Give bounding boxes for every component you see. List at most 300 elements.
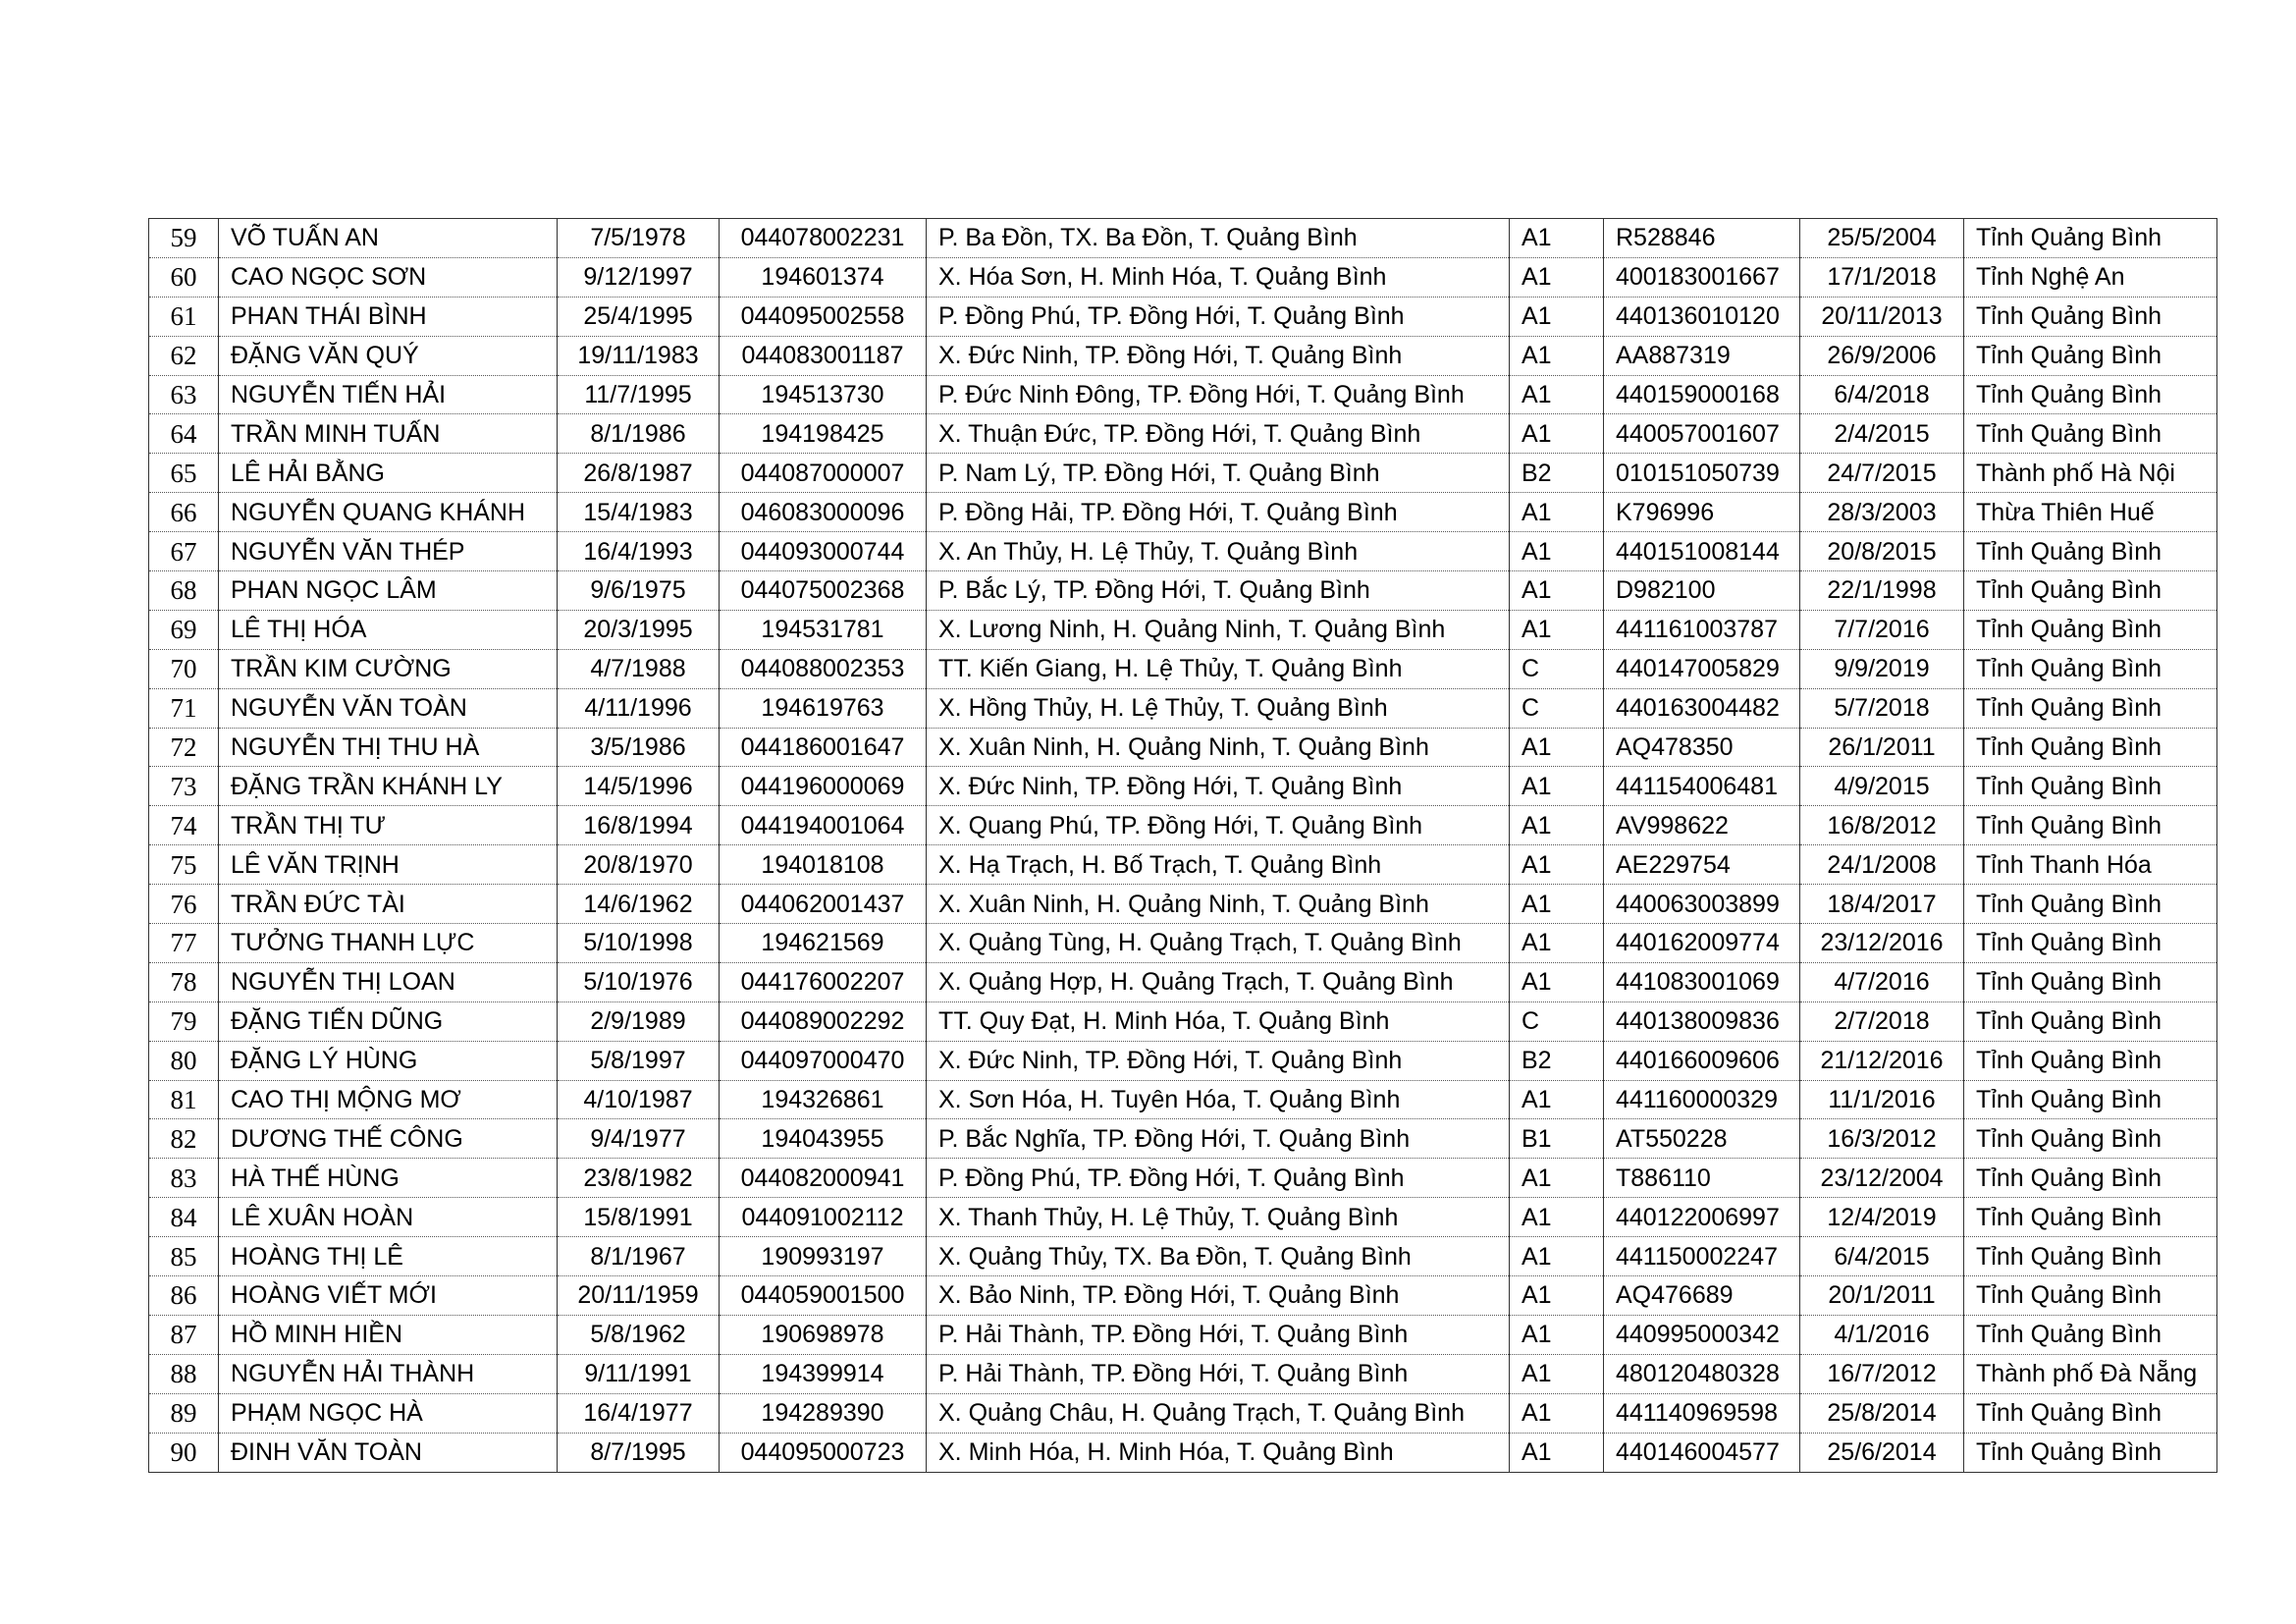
issue-place-cell: Tỉnh Quảng Bình: [1964, 375, 2217, 414]
address-cell: X. Quảng Thủy, TX. Ba Đồn, T. Quảng Bình: [927, 1237, 1510, 1276]
row-number-cell: 66: [149, 493, 219, 532]
license-class-cell: A1: [1510, 414, 1604, 454]
issue-date-cell: 11/1/2016: [1800, 1080, 1964, 1119]
license-number-cell: AA887319: [1604, 336, 1800, 375]
address-cell: X. Hạ Trạch, H. Bố Trạch, T. Quảng Bình: [927, 845, 1510, 885]
issue-date-cell: 18/4/2017: [1800, 885, 1964, 924]
full-name-cell: PHAN NGỌC LÂM: [219, 571, 558, 611]
date-of-birth-cell: 8/7/1995: [558, 1433, 720, 1472]
license-class-cell: A1: [1510, 610, 1604, 649]
address-cell: X. Thuận Đức, TP. Đồng Hới, T. Quảng Bình: [927, 414, 1510, 454]
issue-date-cell: 28/3/2003: [1800, 493, 1964, 532]
issue-place-cell: Tỉnh Quảng Bình: [1964, 571, 2217, 611]
date-of-birth-cell: 8/1/1967: [558, 1237, 720, 1276]
table-row: [149, 1041, 2217, 1080]
issue-place-cell: Tỉnh Quảng Bình: [1964, 688, 2217, 728]
full-name-cell: LÊ XUÂN HOÀN: [219, 1198, 558, 1237]
full-name-cell: NGUYỄN TIẾN HẢI: [219, 375, 558, 414]
license-number-cell: 010151050739: [1604, 454, 1800, 493]
row-number-cell: 60: [149, 257, 219, 297]
full-name-cell: NGUYỄN VĂN THÉP: [219, 532, 558, 571]
issue-date-cell: 22/1/1998: [1800, 571, 1964, 611]
date-of-birth-cell: 5/10/1998: [558, 924, 720, 963]
row-number-cell: 76: [149, 885, 219, 924]
row-number-cell: 86: [149, 1276, 219, 1316]
license-number-cell: 440163004482: [1604, 688, 1800, 728]
row-number-cell: 89: [149, 1393, 219, 1433]
full-name-cell: ĐẶNG TRẦN KHÁNH LY: [219, 767, 558, 806]
id-number-cell: 194198425: [720, 414, 927, 454]
table-row: [149, 375, 2217, 414]
license-number-cell: 440136010120: [1604, 297, 1800, 336]
row-number-cell: 90: [149, 1433, 219, 1472]
row-number-cell: 71: [149, 688, 219, 728]
id-number-cell: 044097000470: [720, 1041, 927, 1080]
date-of-birth-cell: 20/3/1995: [558, 610, 720, 649]
date-of-birth-cell: 16/4/1977: [558, 1393, 720, 1433]
table-row: [149, 219, 2217, 258]
issue-place-cell: Thành phố Hà Nội: [1964, 454, 2217, 493]
table-row: [149, 1159, 2217, 1198]
issue-place-cell: Tỉnh Quảng Bình: [1964, 1001, 2217, 1041]
issue-date-cell: 16/8/2012: [1800, 806, 1964, 845]
license-number-cell: 400183001667: [1604, 257, 1800, 297]
issue-date-cell: 20/8/2015: [1800, 532, 1964, 571]
full-name-cell: TRẦN THỊ TƯ: [219, 806, 558, 845]
id-number-cell: 044062001437: [720, 885, 927, 924]
issue-place-cell: Tỉnh Quảng Bình: [1964, 767, 2217, 806]
full-name-cell: HOÀNG THỊ LÊ: [219, 1237, 558, 1276]
id-number-cell: 044082000941: [720, 1159, 927, 1198]
address-cell: P. Bắc Nghĩa, TP. Đồng Hới, T. Quảng Bình: [927, 1119, 1510, 1159]
row-number-cell: 82: [149, 1119, 219, 1159]
table-row: [149, 610, 2217, 649]
issue-date-cell: 24/7/2015: [1800, 454, 1964, 493]
license-number-cell: 480120480328: [1604, 1354, 1800, 1393]
id-number-cell: 044186001647: [720, 728, 927, 767]
id-number-cell: 194399914: [720, 1354, 927, 1393]
issue-place-cell: Thành phố Đà Nẵng: [1964, 1354, 2217, 1393]
issue-date-cell: 16/3/2012: [1800, 1119, 1964, 1159]
id-number-cell: 046083000096: [720, 493, 927, 532]
full-name-cell: ĐẶNG VĂN QUÝ: [219, 336, 558, 375]
full-name-cell: LÊ HẢI BẰNG: [219, 454, 558, 493]
table-row: [149, 257, 2217, 297]
table-row: [149, 1433, 2217, 1472]
issue-place-cell: Thừa Thiên Huế: [1964, 493, 2217, 532]
issue-place-cell: Tỉnh Quảng Bình: [1964, 1080, 2217, 1119]
license-number-cell: 441083001069: [1604, 962, 1800, 1001]
row-number-cell: 68: [149, 571, 219, 611]
table-row: [149, 532, 2217, 571]
full-name-cell: ĐẶNG TIẾN DŨNG: [219, 1001, 558, 1041]
license-class-cell: A1: [1510, 728, 1604, 767]
id-number-cell: 194018108: [720, 845, 927, 885]
address-cell: X. Thanh Thủy, H. Lệ Thủy, T. Quảng Bình: [927, 1198, 1510, 1237]
date-of-birth-cell: 9/6/1975: [558, 571, 720, 611]
row-number-cell: 70: [149, 649, 219, 688]
table-row: [149, 336, 2217, 375]
issue-date-cell: 24/1/2008: [1800, 845, 1964, 885]
date-of-birth-cell: 5/8/1962: [558, 1315, 720, 1354]
license-number-cell: 440166009606: [1604, 1041, 1800, 1080]
row-number-cell: 85: [149, 1237, 219, 1276]
full-name-cell: TRẦN KIM CƯỜNG: [219, 649, 558, 688]
license-number-cell: 440159000168: [1604, 375, 1800, 414]
license-class-cell: A1: [1510, 375, 1604, 414]
license-number-cell: 440147005829: [1604, 649, 1800, 688]
date-of-birth-cell: 9/12/1997: [558, 257, 720, 297]
address-cell: P. Đức Ninh Đông, TP. Đồng Hới, T. Quảng Bình: [927, 375, 1510, 414]
issue-place-cell: Tỉnh Quảng Bình: [1964, 924, 2217, 963]
address-cell: X. Quảng Châu, H. Quảng Trạch, T. Quảng Bình: [927, 1393, 1510, 1433]
date-of-birth-cell: 4/11/1996: [558, 688, 720, 728]
license-class-cell: A1: [1510, 532, 1604, 571]
address-cell: P. Bắc Lý, TP. Đồng Hới, T. Quảng Bình: [927, 571, 1510, 611]
issue-date-cell: 23/12/2004: [1800, 1159, 1964, 1198]
license-number-cell: AE229754: [1604, 845, 1800, 885]
table-row: [149, 454, 2217, 493]
issue-date-cell: 2/4/2015: [1800, 414, 1964, 454]
issue-date-cell: 20/1/2011: [1800, 1276, 1964, 1316]
issue-place-cell: Tỉnh Quảng Bình: [1964, 297, 2217, 336]
row-number-cell: 80: [149, 1041, 219, 1080]
license-number-cell: 440162009774: [1604, 924, 1800, 963]
row-number-cell: 83: [149, 1159, 219, 1198]
license-class-cell: A1: [1510, 1433, 1604, 1472]
row-number-cell: 73: [149, 767, 219, 806]
full-name-cell: HOÀNG VIẾT MỚI: [219, 1276, 558, 1316]
address-cell: X. Hóa Sơn, H. Minh Hóa, T. Quảng Bình: [927, 257, 1510, 297]
issue-place-cell: Tỉnh Quảng Bình: [1964, 1276, 2217, 1316]
address-cell: X. An Thủy, H. Lệ Thủy, T. Quảng Bình: [927, 532, 1510, 571]
address-cell: TT. Quy Đạt, H. Minh Hóa, T. Quảng Bình: [927, 1001, 1510, 1041]
table-row: [149, 414, 2217, 454]
license-class-cell: B2: [1510, 1041, 1604, 1080]
date-of-birth-cell: 20/11/1959: [558, 1276, 720, 1316]
address-cell: P. Đồng Phú, TP. Đồng Hới, T. Quảng Bình: [927, 1159, 1510, 1198]
license-class-cell: A1: [1510, 962, 1604, 1001]
address-cell: X. Bảo Ninh, TP. Đồng Hới, T. Quảng Bình: [927, 1276, 1510, 1316]
row-number-cell: 88: [149, 1354, 219, 1393]
table-row: [149, 1119, 2217, 1159]
license-class-cell: A1: [1510, 845, 1604, 885]
issue-place-cell: Tỉnh Nghệ An: [1964, 257, 2217, 297]
date-of-birth-cell: 11/7/1995: [558, 375, 720, 414]
address-cell: P. Đồng Hải, TP. Đồng Hới, T. Quảng Bình: [927, 493, 1510, 532]
issue-date-cell: 6/4/2015: [1800, 1237, 1964, 1276]
full-name-cell: PHẠM NGỌC HÀ: [219, 1393, 558, 1433]
license-number-cell: AQ478350: [1604, 728, 1800, 767]
issue-date-cell: 4/1/2016: [1800, 1315, 1964, 1354]
issue-date-cell: 25/6/2014: [1800, 1433, 1964, 1472]
license-class-cell: A1: [1510, 885, 1604, 924]
table-row: [149, 1315, 2217, 1354]
table-row: [149, 493, 2217, 532]
issue-place-cell: Tỉnh Quảng Bình: [1964, 962, 2217, 1001]
license-number-cell: 440146004577: [1604, 1433, 1800, 1472]
address-cell: X. Hồng Thủy, H. Lệ Thủy, T. Quảng Bình: [927, 688, 1510, 728]
license-number-cell: 440122006997: [1604, 1198, 1800, 1237]
id-number-cell: 194513730: [720, 375, 927, 414]
id-number-cell: 194601374: [720, 257, 927, 297]
address-cell: X. Đức Ninh, TP. Đồng Hới, T. Quảng Bình: [927, 767, 1510, 806]
row-number-cell: 77: [149, 924, 219, 963]
table-row: [149, 806, 2217, 845]
date-of-birth-cell: 14/5/1996: [558, 767, 720, 806]
full-name-cell: ĐINH VĂN TOÀN: [219, 1433, 558, 1472]
license-class-cell: B2: [1510, 454, 1604, 493]
license-number-cell: 441161003787: [1604, 610, 1800, 649]
table-row: [149, 649, 2217, 688]
row-number-cell: 62: [149, 336, 219, 375]
address-cell: X. Lương Ninh, H. Quảng Ninh, T. Quảng Bình: [927, 610, 1510, 649]
license-class-cell: A1: [1510, 924, 1604, 963]
id-number-cell: 044194001064: [720, 806, 927, 845]
license-class-cell: A1: [1510, 1198, 1604, 1237]
address-cell: P. Nam Lý, TP. Đồng Hới, T. Quảng Bình: [927, 454, 1510, 493]
id-number-cell: 194621569: [720, 924, 927, 963]
license-number-cell: 440151008144: [1604, 532, 1800, 571]
id-number-cell: 190698978: [720, 1315, 927, 1354]
date-of-birth-cell: 25/4/1995: [558, 297, 720, 336]
id-number-cell: 044176002207: [720, 962, 927, 1001]
full-name-cell: LÊ THỊ HÓA: [219, 610, 558, 649]
license-class-cell: A1: [1510, 1159, 1604, 1198]
issue-date-cell: 2/7/2018: [1800, 1001, 1964, 1041]
address-cell: P. Hải Thành, TP. Đồng Hới, T. Quảng Bình: [927, 1315, 1510, 1354]
table-row: [149, 1001, 2217, 1041]
license-class-cell: A1: [1510, 571, 1604, 611]
issue-place-cell: Tỉnh Quảng Bình: [1964, 1237, 2217, 1276]
id-number-cell: 044093000744: [720, 532, 927, 571]
table-row: [149, 1237, 2217, 1276]
full-name-cell: CAO THỊ MỘNG MƠ: [219, 1080, 558, 1119]
id-number-cell: 044087000007: [720, 454, 927, 493]
address-cell: X. Quảng Tùng, H. Quảng Trạch, T. Quảng Bình: [927, 924, 1510, 963]
row-number-cell: 87: [149, 1315, 219, 1354]
date-of-birth-cell: 7/5/1978: [558, 219, 720, 258]
table-row: [149, 571, 2217, 611]
issue-place-cell: Tỉnh Quảng Bình: [1964, 1198, 2217, 1237]
table-row: [149, 1354, 2217, 1393]
issue-place-cell: Tỉnh Thanh Hóa: [1964, 845, 2217, 885]
row-number-cell: 75: [149, 845, 219, 885]
issue-place-cell: Tỉnh Quảng Bình: [1964, 649, 2217, 688]
table-row: [149, 1198, 2217, 1237]
row-number-cell: 72: [149, 728, 219, 767]
id-number-cell: 044095002558: [720, 297, 927, 336]
full-name-cell: DƯƠNG THẾ CÔNG: [219, 1119, 558, 1159]
issue-date-cell: 20/11/2013: [1800, 297, 1964, 336]
full-name-cell: NGUYỄN THỊ THU HÀ: [219, 728, 558, 767]
date-of-birth-cell: 20/8/1970: [558, 845, 720, 885]
id-number-cell: 194043955: [720, 1119, 927, 1159]
license-number-cell: R528846: [1604, 219, 1800, 258]
date-of-birth-cell: 2/9/1989: [558, 1001, 720, 1041]
row-number-cell: 79: [149, 1001, 219, 1041]
full-name-cell: TRẦN MINH TUẤN: [219, 414, 558, 454]
issue-place-cell: Tỉnh Quảng Bình: [1964, 1119, 2217, 1159]
license-number-cell: 440057001607: [1604, 414, 1800, 454]
address-cell: P. Hải Thành, TP. Đồng Hới, T. Quảng Bình: [927, 1354, 1510, 1393]
issue-place-cell: Tỉnh Quảng Bình: [1964, 1159, 2217, 1198]
id-number-cell: 044075002368: [720, 571, 927, 611]
license-number-cell: K796996: [1604, 493, 1800, 532]
issue-date-cell: 4/9/2015: [1800, 767, 1964, 806]
full-name-cell: NGUYỄN VĂN TOÀN: [219, 688, 558, 728]
license-class-cell: A1: [1510, 219, 1604, 258]
row-number-cell: 59: [149, 219, 219, 258]
license-class-cell: C: [1510, 1001, 1604, 1041]
license-class-cell: C: [1510, 688, 1604, 728]
date-of-birth-cell: 4/7/1988: [558, 649, 720, 688]
license-class-cell: A1: [1510, 336, 1604, 375]
id-number-cell: 190993197: [720, 1237, 927, 1276]
issue-date-cell: 17/1/2018: [1800, 257, 1964, 297]
date-of-birth-cell: 5/8/1997: [558, 1041, 720, 1080]
issue-date-cell: 26/1/2011: [1800, 728, 1964, 767]
records-body: [149, 219, 2217, 1473]
issue-place-cell: Tỉnh Quảng Bình: [1964, 1315, 2217, 1354]
license-number-cell: 440995000342: [1604, 1315, 1800, 1354]
address-cell: TT. Kiến Giang, H. Lệ Thủy, T. Quảng Bình: [927, 649, 1510, 688]
date-of-birth-cell: 16/4/1993: [558, 532, 720, 571]
license-number-cell: 441140969598: [1604, 1393, 1800, 1433]
id-number-cell: 194289390: [720, 1393, 927, 1433]
id-number-cell: 044091002112: [720, 1198, 927, 1237]
license-number-cell: AT550228: [1604, 1119, 1800, 1159]
address-cell: X. Quang Phú, TP. Đồng Hới, T. Quảng Bình: [927, 806, 1510, 845]
table-row: [149, 962, 2217, 1001]
issue-date-cell: 6/4/2018: [1800, 375, 1964, 414]
issue-date-cell: 7/7/2016: [1800, 610, 1964, 649]
id-number-cell: 044059001500: [720, 1276, 927, 1316]
license-class-cell: A1: [1510, 1080, 1604, 1119]
id-number-cell: 044095000723: [720, 1433, 927, 1472]
license-number-cell: 441154006481: [1604, 767, 1800, 806]
row-number-cell: 69: [149, 610, 219, 649]
issue-place-cell: Tỉnh Quảng Bình: [1964, 885, 2217, 924]
address-cell: X. Đức Ninh, TP. Đồng Hới, T. Quảng Bình: [927, 336, 1510, 375]
full-name-cell: PHAN THÁI BÌNH: [219, 297, 558, 336]
table-row: [149, 845, 2217, 885]
table-row: [149, 688, 2217, 728]
id-number-cell: 194619763: [720, 688, 927, 728]
date-of-birth-cell: 4/10/1987: [558, 1080, 720, 1119]
issue-date-cell: 25/8/2014: [1800, 1393, 1964, 1433]
license-class-cell: A1: [1510, 257, 1604, 297]
full-name-cell: NGUYỄN HẢI THÀNH: [219, 1354, 558, 1393]
issue-date-cell: 26/9/2006: [1800, 336, 1964, 375]
table-row: [149, 767, 2217, 806]
license-class-cell: A1: [1510, 1315, 1604, 1354]
date-of-birth-cell: 14/6/1962: [558, 885, 720, 924]
license-number-cell: 440063003899: [1604, 885, 1800, 924]
license-class-cell: A1: [1510, 1354, 1604, 1393]
license-class-cell: A1: [1510, 767, 1604, 806]
date-of-birth-cell: 9/4/1977: [558, 1119, 720, 1159]
full-name-cell: ĐẶNG LÝ HÙNG: [219, 1041, 558, 1080]
issue-place-cell: Tỉnh Quảng Bình: [1964, 728, 2217, 767]
row-number-cell: 78: [149, 962, 219, 1001]
id-number-cell: 044083001187: [720, 336, 927, 375]
address-cell: P. Đồng Phú, TP. Đồng Hới, T. Quảng Bình: [927, 297, 1510, 336]
address-cell: P. Ba Đồn, TX. Ba Đồn, T. Quảng Bình: [927, 219, 1510, 258]
address-cell: X. Đức Ninh, TP. Đồng Hới, T. Quảng Bình: [927, 1041, 1510, 1080]
row-number-cell: 61: [149, 297, 219, 336]
license-number-cell: 441150002247: [1604, 1237, 1800, 1276]
issue-date-cell: 16/7/2012: [1800, 1354, 1964, 1393]
issue-date-cell: 23/12/2016: [1800, 924, 1964, 963]
issue-place-cell: Tỉnh Quảng Bình: [1964, 806, 2217, 845]
date-of-birth-cell: 8/1/1986: [558, 414, 720, 454]
issue-place-cell: Tỉnh Quảng Bình: [1964, 1041, 2217, 1080]
full-name-cell: CAO NGỌC SƠN: [219, 257, 558, 297]
issue-place-cell: Tỉnh Quảng Bình: [1964, 219, 2217, 258]
id-number-cell: 044196000069: [720, 767, 927, 806]
id-number-cell: 044089002292: [720, 1001, 927, 1041]
table-row: [149, 297, 2217, 336]
address-cell: X. Quảng Hợp, H. Quảng Trạch, T. Quảng Bình: [927, 962, 1510, 1001]
id-number-cell: 194326861: [720, 1080, 927, 1119]
license-number-cell: D982100: [1604, 571, 1800, 611]
id-number-cell: 044088002353: [720, 649, 927, 688]
license-number-cell: AV998622: [1604, 806, 1800, 845]
row-number-cell: 65: [149, 454, 219, 493]
address-cell: X. Xuân Ninh, H. Quảng Ninh, T. Quảng Bình: [927, 728, 1510, 767]
issue-date-cell: 5/7/2018: [1800, 688, 1964, 728]
issue-date-cell: 12/4/2019: [1800, 1198, 1964, 1237]
id-number-cell: 044078002231: [720, 219, 927, 258]
row-number-cell: 64: [149, 414, 219, 454]
issue-place-cell: Tỉnh Quảng Bình: [1964, 610, 2217, 649]
date-of-birth-cell: 3/5/1986: [558, 728, 720, 767]
row-number-cell: 67: [149, 532, 219, 571]
table-row: [149, 885, 2217, 924]
date-of-birth-cell: 26/8/1987: [558, 454, 720, 493]
full-name-cell: HỒ MINH HIỀN: [219, 1315, 558, 1354]
issue-date-cell: 4/7/2016: [1800, 962, 1964, 1001]
license-class-cell: A1: [1510, 493, 1604, 532]
full-name-cell: NGUYỄN THỊ LOAN: [219, 962, 558, 1001]
license-class-cell: B1: [1510, 1119, 1604, 1159]
issue-date-cell: 25/5/2004: [1800, 219, 1964, 258]
id-number-cell: 194531781: [720, 610, 927, 649]
row-number-cell: 63: [149, 375, 219, 414]
date-of-birth-cell: 16/8/1994: [558, 806, 720, 845]
license-class-cell: A1: [1510, 806, 1604, 845]
full-name-cell: HÀ THẾ HÙNG: [219, 1159, 558, 1198]
issue-place-cell: Tỉnh Quảng Bình: [1964, 1433, 2217, 1472]
full-name-cell: TƯỞNG THANH LỰC: [219, 924, 558, 963]
full-name-cell: NGUYỄN QUANG KHÁNH: [219, 493, 558, 532]
date-of-birth-cell: 15/8/1991: [558, 1198, 720, 1237]
row-number-cell: 81: [149, 1080, 219, 1119]
date-of-birth-cell: 5/10/1976: [558, 962, 720, 1001]
table-row: [149, 1393, 2217, 1433]
full-name-cell: LÊ VĂN TRỊNH: [219, 845, 558, 885]
license-class-cell: C: [1510, 649, 1604, 688]
issue-date-cell: 21/12/2016: [1800, 1041, 1964, 1080]
license-number-cell: AQ476689: [1604, 1276, 1800, 1316]
records-table: [148, 218, 2217, 1473]
table-row: [149, 728, 2217, 767]
license-number-cell: T886110: [1604, 1159, 1800, 1198]
license-class-cell: A1: [1510, 1393, 1604, 1433]
address-cell: X. Xuân Ninh, H. Quảng Ninh, T. Quảng Bình: [927, 885, 1510, 924]
date-of-birth-cell: 15/4/1983: [558, 493, 720, 532]
